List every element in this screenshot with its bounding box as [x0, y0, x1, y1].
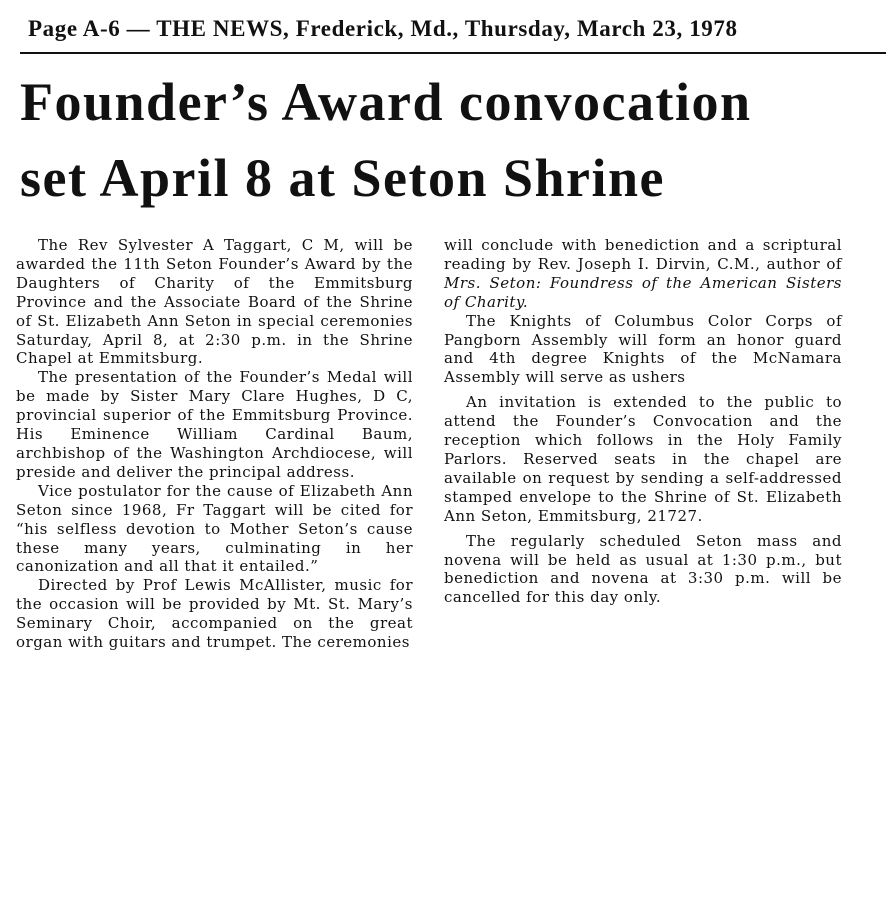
article-paragraph: The Rev Sylvester A Taggart, C M, will be awarded the 11th Seton Founder’s Award by the Daughters of Charity of the Emmitsburg Province and the Associate Board of the Shrine of St. Elizabeth Ann Seton in special ceremonies Saturday, April 8, at 2:30 p.m. in the Shrine Chapel at Emmitsburg. — [16, 236, 413, 368]
article-paragraph-continuation — [444, 236, 842, 312]
article-column-left — [16, 236, 413, 652]
article-paragraph: Vice postulator for the cause of Elizabeth Ann Seton since 1968, Fr Taggart will be cited for “his selfless devotion to Mother Seton’s cause these many years, culminating in her canonization and all that it entailed.” — [16, 481, 413, 576]
article-paragraph: Directed by Prof Lewis McAllister, music for the occasion will be provided by Mt. St. Mary’s Seminary Choir, accompanied on the great organ with guitars and trumpet. The ceremonies — [16, 576, 413, 652]
article-column-right — [444, 236, 842, 607]
continuation-text: will conclude with benediction and a scriptural reading by Rev. Joseph I. Dirvin, C.M., author of — [444, 236, 842, 273]
book-title: Mrs. Seton: Foundress of the American Sisters of Charity. — [444, 273, 842, 311]
article-paragraph: The regularly scheduled Seton mass and novena will be held as usual at 1:30 p.m., but benediction and novena at 3:30 p.m. will be cancelled for this day only. — [444, 531, 842, 607]
headline — [20, 64, 882, 216]
headline-line-2: set April 8 at Seton Shrine — [20, 148, 666, 208]
article-paragraph: An invitation is extended to the public to attend the Founder’s Convocation and the reception which follows in the Holy Family Parlors. Reserved seats in the chapel are available on request by sending a self-addressed stamped envelope to the Shrine of St. Elizabeth Ann Seton, Emmitsburg, 21727. — [444, 393, 842, 525]
headline-line-1: Founder’s Award convocation — [20, 72, 752, 132]
page-folio: Page A-6 — THE NEWS, Frederick, Md., Thursday, March 23, 1978 — [28, 16, 738, 41]
folio-rule — [20, 52, 886, 54]
article-paragraph: The Knights of Columbus Color Corps of Pangborn Assembly will form an honor guard and 4th degree Knights of the McNamara Assembly will serve as ushers — [444, 311, 842, 387]
article-paragraph: The presentation of the Founder’s Medal will be made by Sister Mary Clare Hughes, D C, provincial superior of the Emmitsburg Province. His Eminence William Cardinal Baum, archbishop of the Washington Archdiocese, will preside and deliver the principal address. — [16, 368, 413, 481]
